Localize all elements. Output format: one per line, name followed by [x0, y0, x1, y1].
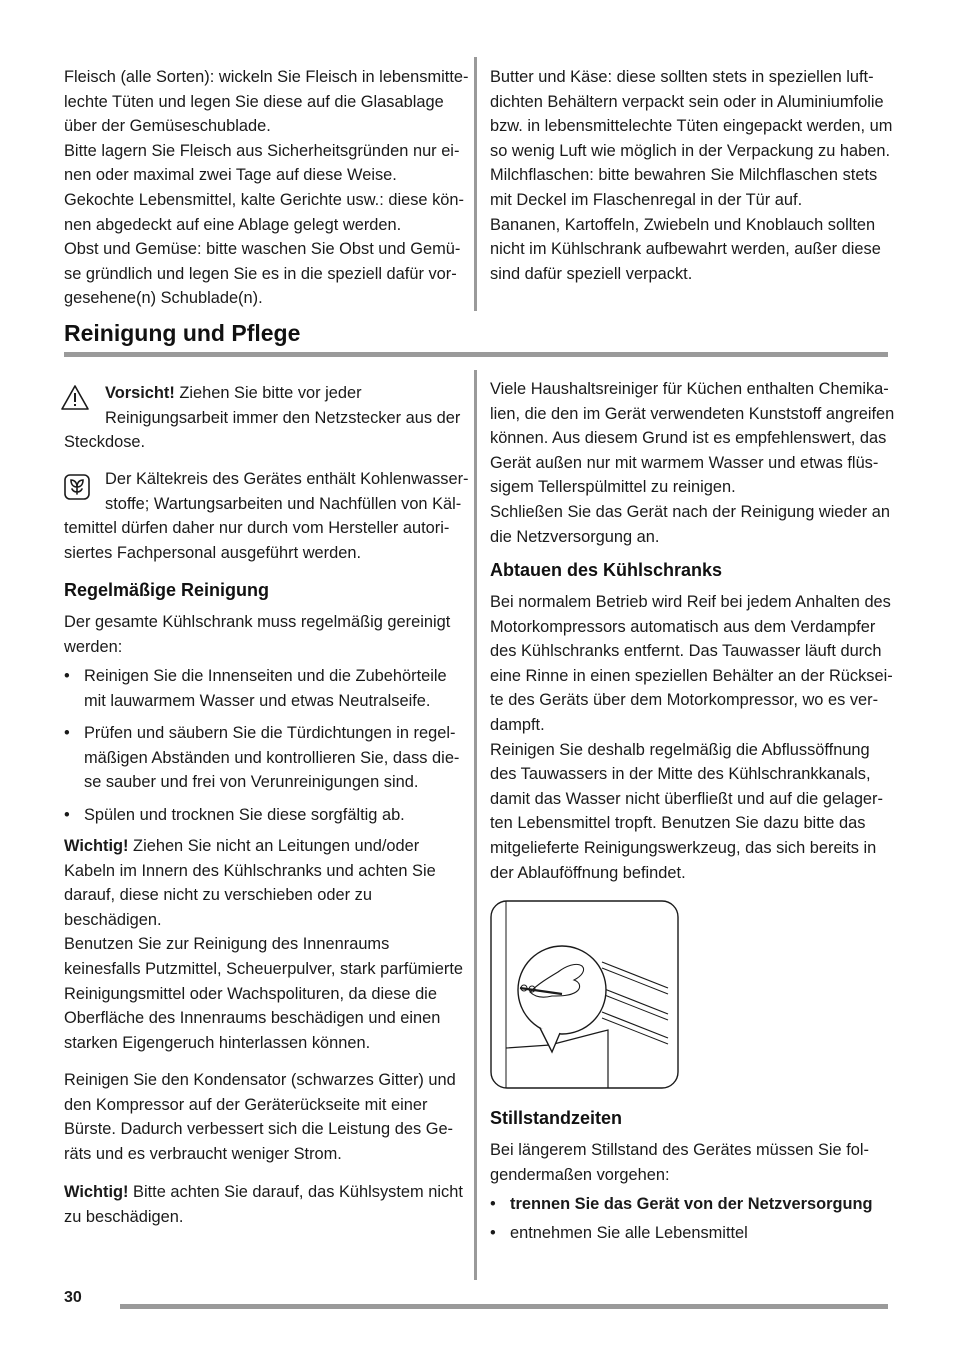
text-line: können. Aus diesem Grund ist es empfehlenswert, das [490, 429, 887, 448]
text-line: • trennen Sie das Gerät von der Netzversorgung [510, 1195, 873, 1213]
warning-text [105, 381, 460, 430]
text-line: Bananen, Kartoffeln, Zwiebeln und Knoblauch sollten [490, 215, 876, 234]
text-line: keinesfalls Putzmittel, Scheuerpulver, stark parfümierte [64, 959, 464, 978]
standstill-list [490, 1192, 873, 1245]
text-line: mit lauwarmem Wasser und etwas Neutralseife. [84, 691, 431, 710]
top-left-text [64, 65, 468, 311]
list-item [490, 1192, 873, 1217]
text-line: räts und es verbraucht weniger Strom. [64, 1144, 342, 1163]
text-line: beschädigen. [64, 910, 162, 929]
text-line: so wenig Luft wie möglich in der Verpackung zu haben. [490, 141, 890, 160]
text-line: bzw. in lebensmittelechte Tüten eingepackt werden, um [490, 117, 893, 136]
text-line: damit das Wasser nicht überfließt und auf die gelager- [490, 789, 883, 808]
warning-text-rest: Ziehen Sie bitte vor jeder [174, 384, 362, 402]
text-line: des Kühlschranks entfernt. Das Tauwasser läuft durch [490, 642, 882, 661]
list-item [64, 803, 459, 828]
text-line: lechte Tüten und legen Sie diese auf die Glasablage [64, 92, 444, 111]
list-item [64, 664, 459, 713]
column-divider-top [474, 57, 477, 311]
text-line: temittel dürfen daher nur durch vom Hersteller autori- [64, 519, 450, 537]
text-line: zu beschädigen. [64, 1207, 184, 1226]
text-line: sind dafür speziell verpackt. [490, 264, 693, 283]
text-line: nicht im Kühlschrank aufbewahrt werden, außer diese [490, 240, 881, 259]
important-label: Wichtig! [64, 837, 129, 855]
text-line: mäßigen Abständen und kontrollieren Sie, dass die- [84, 748, 460, 767]
text-line: • Reinigen Sie die Innenseiten und die Zubehörteile [84, 667, 447, 685]
text-line: • Prüfen und säubern Sie die Türdichtungen in regel- [84, 724, 456, 743]
text-line: stoffe; Wartungsarbeiten und Nachfüllen von Käl- [105, 494, 462, 513]
text-line: darauf, diese nicht zu verschieben oder zu [64, 886, 372, 905]
text-line: nen oder maximal zwei Tage auf diese Weise. [64, 166, 397, 185]
text-line: über der Gemüseschublade. [64, 117, 271, 136]
text-line: nen abgedeckt auf eine Ablage gelegt werden. [64, 215, 402, 234]
text-line: starken Eigengeruch hinterlassen können. [64, 1033, 371, 1052]
cleaning-list [64, 664, 459, 828]
text-line: Viele Haushaltsreiniger für Küchen enthalten Chemika- [490, 380, 889, 398]
text-line: gesehene(n) Schublade(n). [64, 289, 263, 308]
text-line: Der Kältekreis des Gerätes enthält Kohlenwasser- [105, 470, 469, 488]
standstill-intro [490, 1138, 869, 1187]
text-line: siertes Fachpersonal ausgeführt werden. [64, 543, 362, 562]
text-line: ten Lebensmittel tropft. Benutzen Sie dazu bitte das [490, 814, 866, 833]
text-line: Benutzen Sie zur Reinigung des Innenraums [64, 935, 390, 954]
text-line: • entnehmen Sie alle Lebensmittel [510, 1223, 748, 1242]
text-line: Oberfläche des Innenraums beschädigen und einen [64, 1009, 441, 1028]
important-note-2 [64, 1180, 463, 1229]
warning-label: Vorsicht! [105, 384, 175, 402]
text-line: Reinigungsarbeit immer den Netzstecker aus der [105, 408, 461, 427]
condenser-text [64, 1068, 456, 1166]
regular-cleaning-intro [64, 610, 450, 659]
text-line: Fleisch (alle Sorten): wickeln Sie Fleisch in lebensmitte- [64, 68, 469, 86]
text-line: te des Geräts über dem Motorkompressor, wo es ver- [490, 691, 879, 710]
text-line: • Spülen und trocknen Sie diese sorgfältig ab. [84, 805, 405, 824]
section-rule [64, 352, 888, 357]
text-line: Butter und Käse: diese sollten stets in speziellen luft- [490, 68, 874, 86]
important-label: Wichtig! [64, 1183, 129, 1201]
list-item [490, 1221, 873, 1246]
text-line: mit Deckel im Flaschenregal in der Tür auf. [490, 190, 803, 209]
section-title: Reinigung und Pflege [64, 320, 301, 346]
drain-cleaning-illustration [490, 900, 679, 1089]
text-line: lien, die den im Gerät verwendeten Kunststoff angreifen [490, 404, 895, 423]
standstill-heading: Stillstandzeiten [490, 1108, 623, 1128]
text-line: die Netzversorgung an. [490, 527, 660, 546]
eco-note-cont [64, 516, 449, 565]
environment-icon [64, 474, 90, 500]
text-line: Reinigungsmittel oder Wachspolituren, da diese die [64, 984, 437, 1003]
text-line: mitgelieferte Reinigungswerkzeug, das sich bereits in [490, 838, 877, 857]
text-line: se sauber und frei von Verunreinigungen sind. [84, 773, 419, 792]
text-line: Bitte achten Sie darauf, das Kühlsystem nicht [128, 1183, 463, 1201]
text-line: Gerät außen nur mit warmem Wasser und etwas flüs- [490, 453, 879, 472]
text-line: Reinigen Sie deshalb regelmäßig die Abflussöffnung [490, 740, 870, 759]
page-number: 30 [64, 1289, 82, 1306]
text-line: Reinigen Sie den Kondensator (schwarzes Gitter) und [64, 1071, 456, 1089]
defrost-heading: Abtauen des Kühlschranks [490, 560, 723, 580]
text-line: Gekochte Lebensmittel, kalte Gerichte usw.: diese kön- [64, 190, 464, 209]
text-line: den Kompressor auf der Geräterückseite mit einer [64, 1095, 428, 1114]
text-line: der Ablauföffnung befindet. [490, 863, 686, 882]
warning-text-cont: Steckdose. [64, 433, 146, 451]
right-intro [490, 377, 894, 549]
regular-cleaning-heading: Regelmäßige Reinigung [64, 580, 270, 600]
text-line: Obst und Gemüse: bitte waschen Sie Obst und Gemü- [64, 240, 461, 259]
column-divider-main [474, 370, 477, 1280]
text-line: sigem Tellerspülmittel zu reinigen. [490, 478, 736, 497]
list-item [64, 721, 459, 795]
text-line: dichten Behältern verpackt sein oder in Aluminiumfolie [490, 92, 884, 111]
warning-triangle-icon [60, 384, 90, 412]
text-line: dampft. [490, 715, 545, 734]
text-line: werden: [64, 637, 123, 656]
text-line: Milchflaschen: bitte bewahren Sie Milchflaschen stets [490, 166, 878, 185]
defrost-text [490, 590, 893, 885]
text-line: Schließen Sie das Gerät nach der Reinigung wieder an [490, 502, 890, 521]
text-line: Kabeln im Innern des Kühlschranks und achten Sie [64, 861, 436, 880]
text-line: Bei normalem Betrieb wird Reif bei jedem Anhalten des [490, 593, 891, 611]
text-line: Motorkompressors automatisch aus dem Verdampfer [490, 617, 876, 636]
top-right-text [490, 65, 892, 286]
text-line: Der gesamte Kühlschrank muss regelmäßig gereinigt [64, 613, 451, 631]
text-line: Bitte lagern Sie Fleisch aus Sicherheitsgründen nur ei- [64, 141, 460, 160]
text-line: Ziehen Sie nicht an Leitungen und/oder [128, 837, 420, 855]
text-line: se gründlich und legen Sie es in die speziell dafür vor- [64, 264, 457, 283]
text-line: eine Rinne in einen speziellen Behälter an der Rücksei- [490, 666, 893, 685]
eco-note [105, 467, 469, 516]
text-line: Bei längerem Stillstand des Gerätes müssen Sie fol- [490, 1141, 869, 1159]
text-line: gendermaßen vorgehen: [490, 1165, 670, 1184]
footer-rule [120, 1304, 888, 1309]
important-note-1 [64, 834, 463, 1055]
text-line: des Tauwassers in der Mitte des Kühlschrankkanals, [490, 765, 871, 784]
text-line: Bürste. Dadurch verbessert sich die Leistung des Ge- [64, 1120, 454, 1139]
